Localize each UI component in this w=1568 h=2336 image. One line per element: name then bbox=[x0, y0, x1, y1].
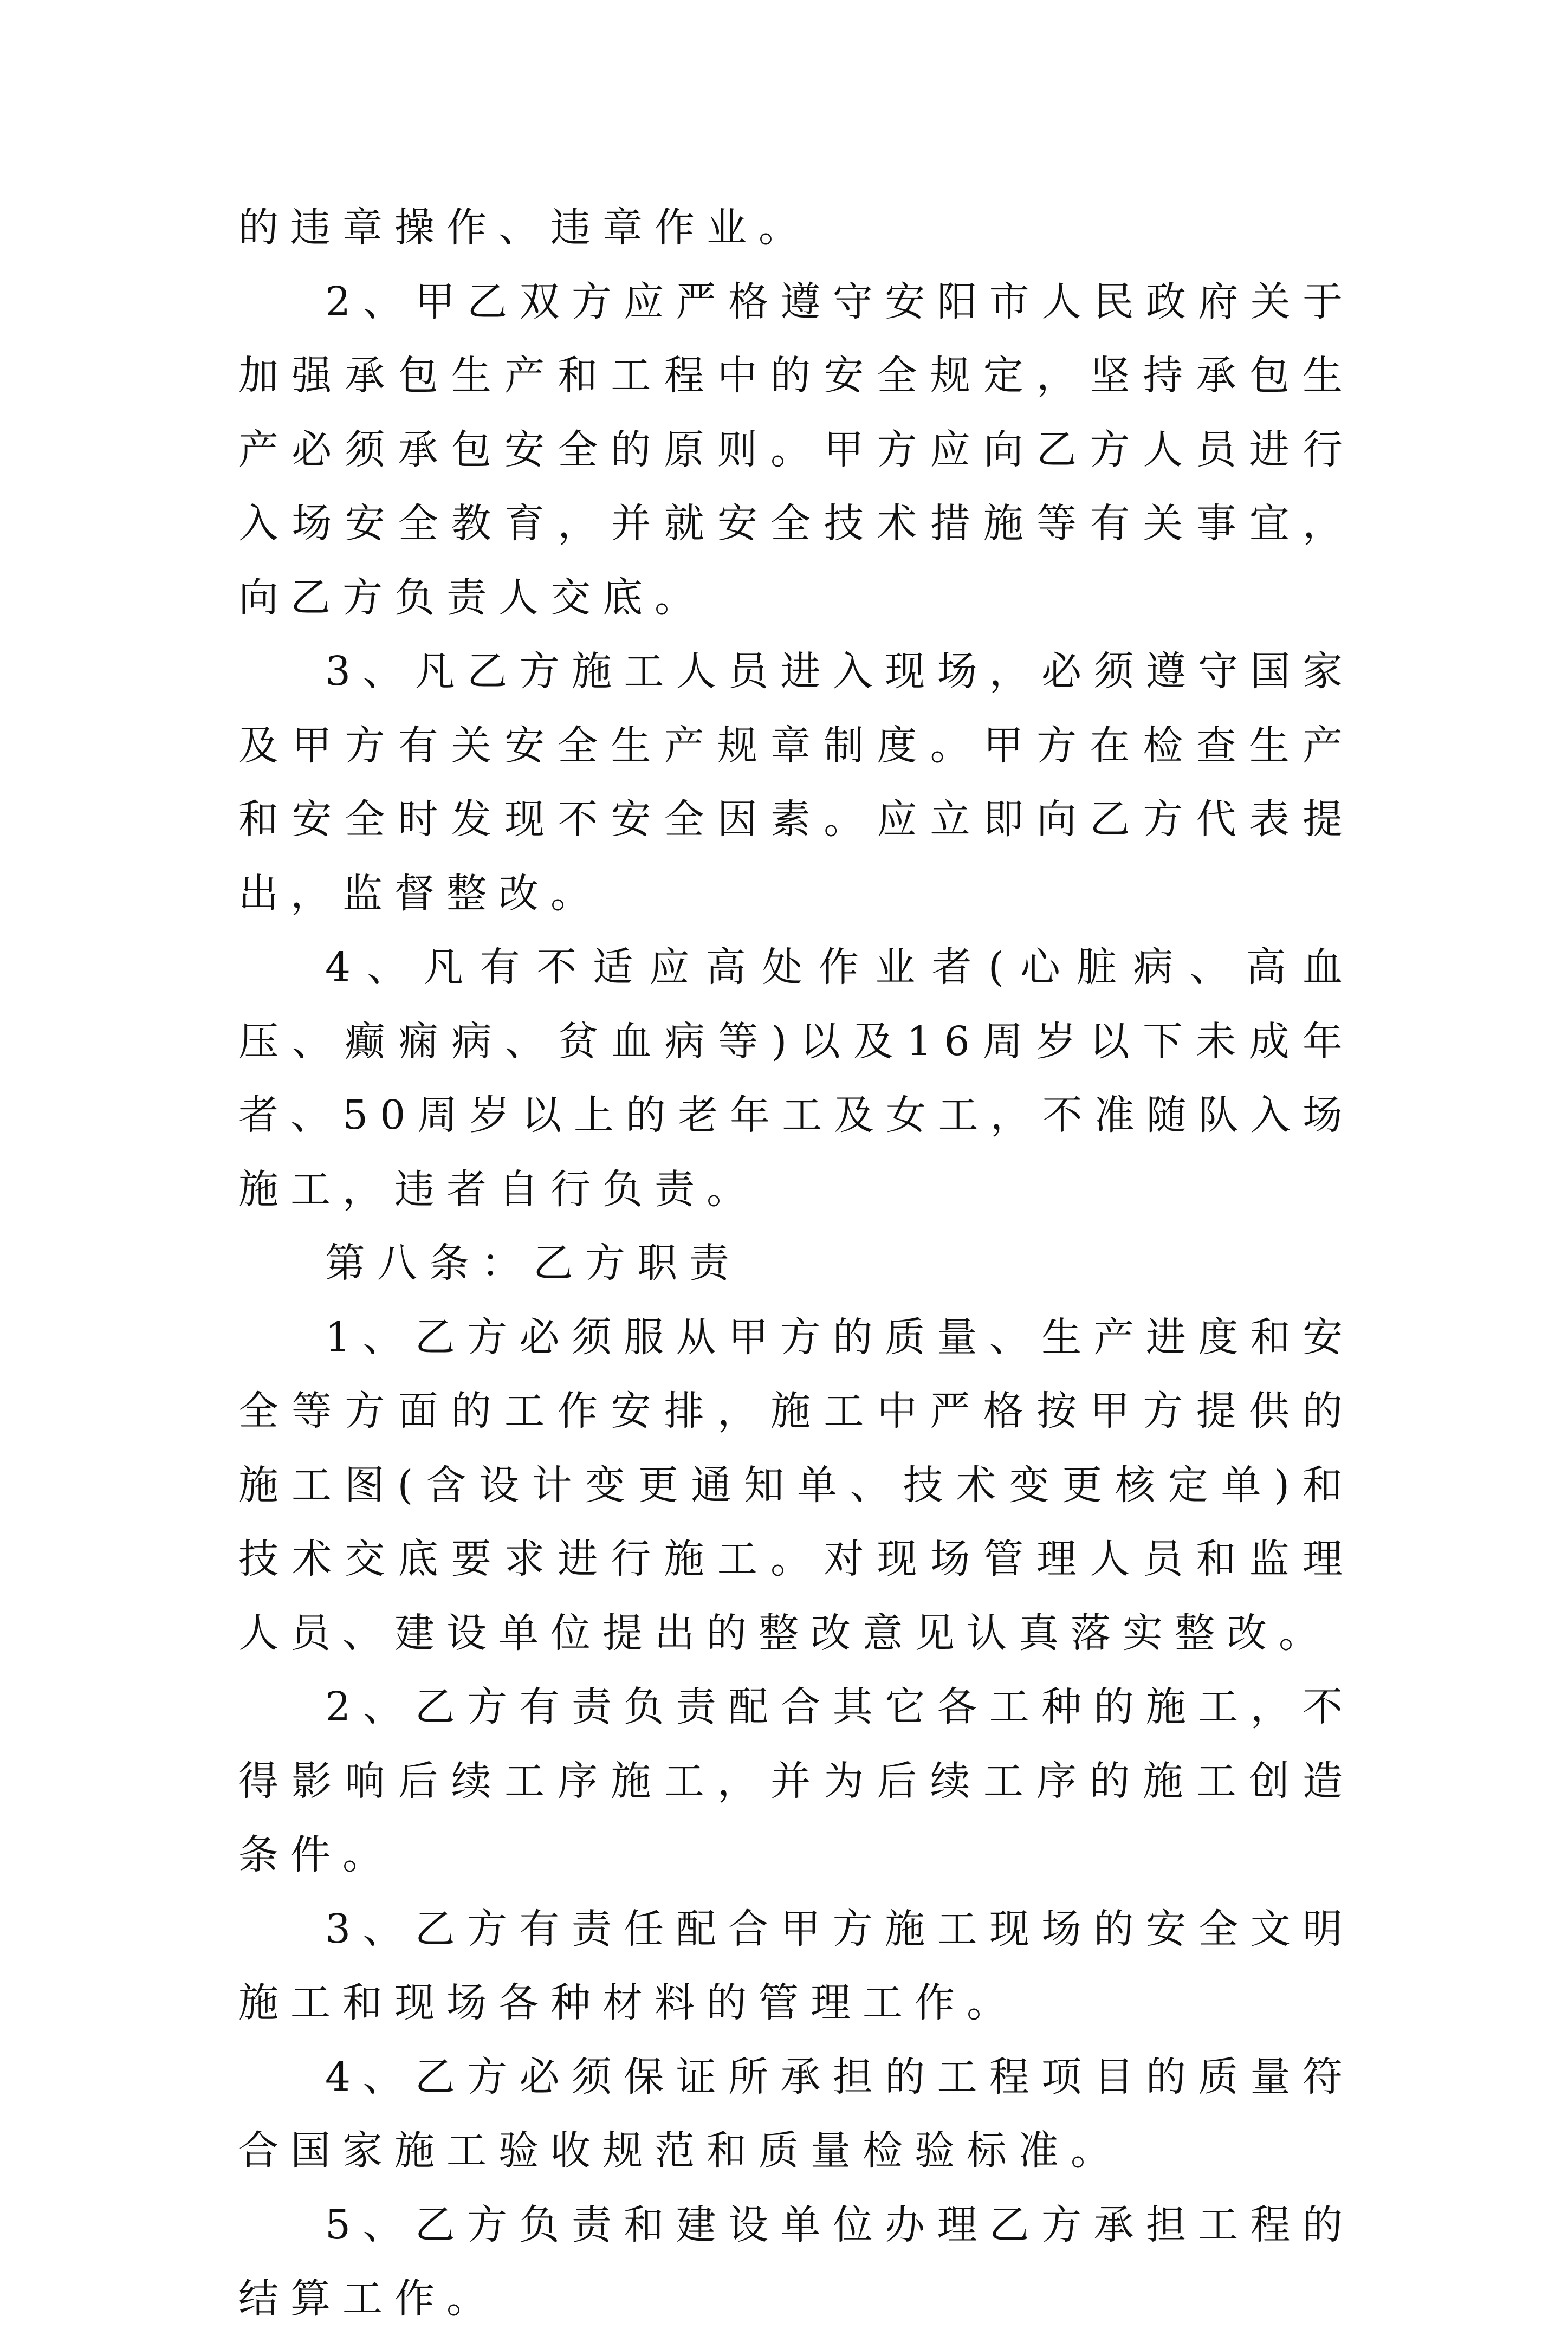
document-body bbox=[238, 191, 1355, 2336]
paragraph-duty-5: 5、乙方负责和建设单位办理乙方承担工程的结算工作。 bbox=[238, 2201, 1355, 2322]
paragraph-duty-2: 2、乙方有责负责配合其它各工种的施工，不得影响后续工序施工，并为后续工序的施工创造条件。 bbox=[238, 1684, 1355, 1878]
paragraph-item-4-worker-restrictions: 4、凡有不适应高处作业者(心脏病、高血压、癫痫病、贫血病等)以及16周岁以下未成年者、50周岁以上的老年工及女工，不准随队入场施工，违者自行负责。 bbox=[238, 944, 1355, 1213]
paragraph-duty-3: 3、乙方有责任配合甲方施工现场的安全文明施工和现场各种材料的管理工作。 bbox=[238, 1905, 1355, 2026]
paragraph-item-3-site-rules: 3、凡乙方施工人员进入现场，必须遵守国家及甲方有关安全生产规章制度。甲方在检查生产和安全时发现不安全因素。应立即向乙方代表提出，监督整改。 bbox=[238, 648, 1355, 917]
paragraph-duty-1: 1、乙方必须服从甲方的质量、生产进度和安全等方面的工作安排，施工中严格按甲方提供的施工图(含设计变更通知单、技术变更核定单)和技术交底要求进行施工。对现场管理人员和监理人员、建设单位提出的整改意见认真落实整改。 bbox=[238, 1313, 1355, 1656]
paragraph-item-2-safety-regulations: 2、甲乙双方应严格遵守安阳市人民政府关于加强承包生产和工程中的安全规定，坚持承包生产必须承包安全的原则。甲方应向乙方人员进行入场安全教育，并就安全技术措施等有关事宜，向乙方负责人交底。 bbox=[238, 278, 1355, 621]
paragraph-duty-4: 4、乙方必须保证所承担的工程项目的质量符合国家施工验收规范和质量检验标准。 bbox=[238, 2053, 1355, 2174]
section-heading-article-8: 第八条：乙方职责 bbox=[325, 1240, 741, 1286]
paragraph-continuation: 的违章操作、违章作业。 bbox=[238, 204, 811, 251]
